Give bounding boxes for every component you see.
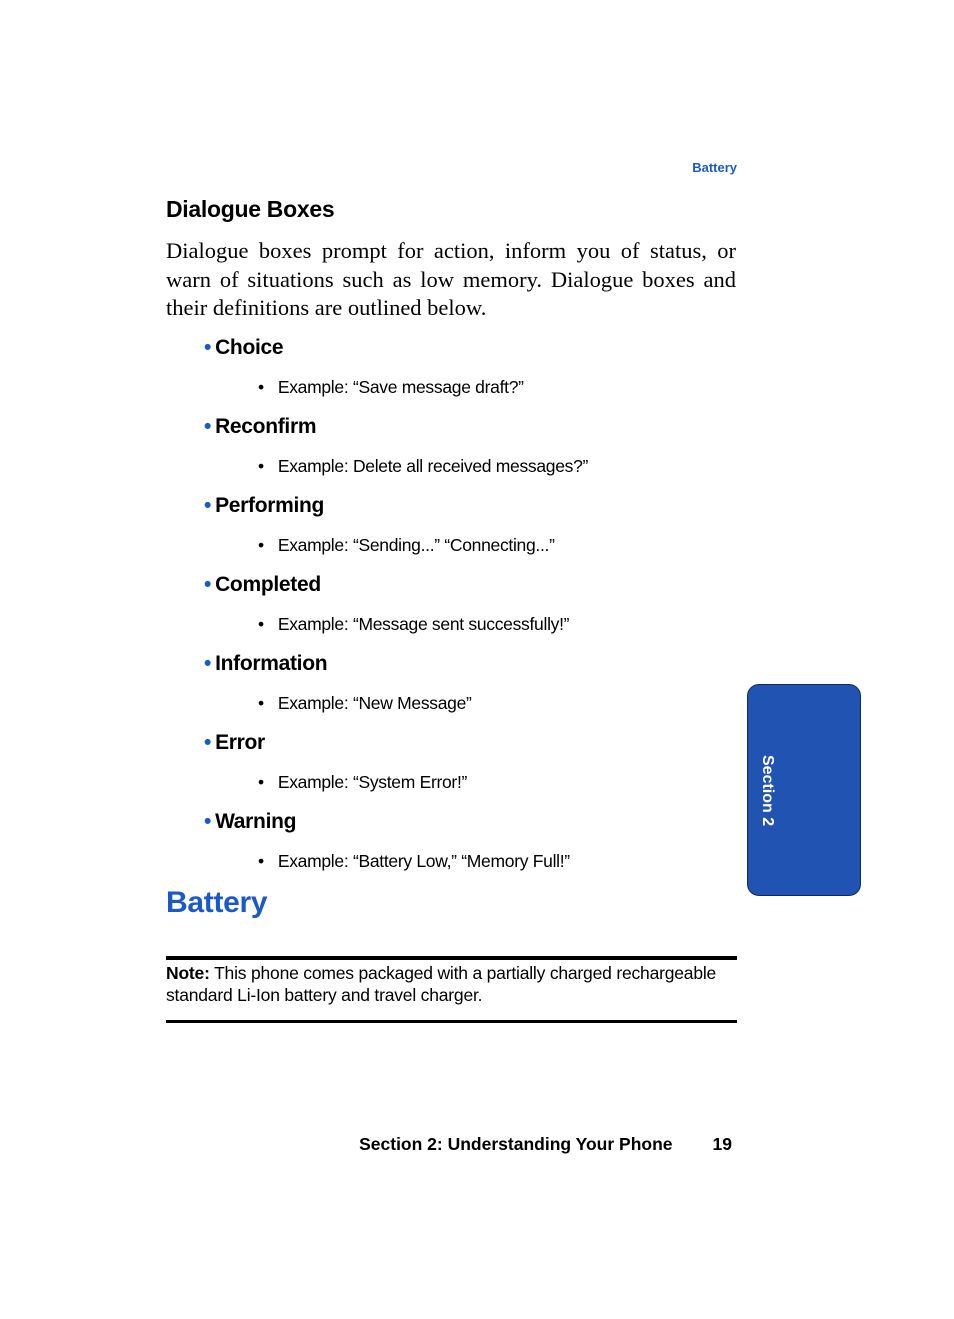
bullet-icon: •	[204, 652, 212, 675]
footer-section-title: Section 2: Understanding Your Phone	[359, 1134, 673, 1154]
bullet-icon: •	[258, 772, 264, 792]
item-title: Error	[215, 731, 265, 754]
bullet-icon: •	[204, 810, 212, 833]
list-item	[0, 336, 954, 415]
bullet-icon: •	[258, 456, 264, 476]
item-example: Example: “Sending...” “Connecting...”	[277, 535, 555, 555]
note-box	[166, 962, 737, 1006]
bullet-icon: •	[204, 573, 212, 596]
item-example: Example: “Battery Low,” “Memory Full!”	[277, 851, 570, 871]
bullet-icon: •	[258, 377, 264, 397]
bullet-icon: •	[204, 494, 212, 517]
note-text: This phone comes packaged with a partially charged rechargeable standard Li-Ion battery and travel charger.	[166, 963, 717, 1005]
list-item	[0, 415, 954, 494]
dialogue-boxes-heading: Dialogue Boxes	[166, 196, 335, 222]
bullet-icon: •	[204, 336, 212, 359]
list-item	[0, 494, 954, 573]
item-title: Choice	[215, 336, 284, 359]
page-footer	[300, 1134, 732, 1155]
battery-heading: Battery	[166, 886, 268, 919]
bullet-icon: •	[258, 535, 264, 555]
note-bottom-rule	[166, 1020, 737, 1023]
item-title: Performing	[215, 494, 325, 517]
page-number: 19	[712, 1134, 732, 1154]
item-example: Example: “System Error!”	[277, 772, 468, 792]
running-header: Battery	[692, 160, 737, 175]
item-example: Example: “New Message”	[277, 693, 472, 713]
item-example: Example: “Message sent successfully!”	[277, 614, 570, 634]
item-title: Warning	[215, 810, 297, 833]
bullet-icon: •	[204, 415, 212, 438]
bullet-icon: •	[258, 851, 264, 871]
item-example: Example: “Save message draft?”	[277, 377, 524, 397]
bullet-icon: •	[258, 693, 264, 713]
dialogue-boxes-intro: Dialogue boxes prompt for action, inform you of status, or warn of situations such as low memory. Dialogue boxes and their definitions are outlined below.	[166, 238, 736, 320]
item-title: Reconfirm	[215, 415, 317, 438]
item-title: Completed	[215, 573, 321, 596]
section-tab-label: Section 2	[759, 755, 776, 827]
note-label: Note:	[166, 963, 210, 983]
note-top-rule	[166, 956, 737, 960]
item-title: Information	[215, 652, 328, 675]
bullet-icon: •	[204, 731, 212, 754]
item-example: Example: Delete all received messages?”	[277, 456, 589, 476]
bullet-icon: •	[258, 614, 264, 634]
list-item	[0, 573, 954, 652]
